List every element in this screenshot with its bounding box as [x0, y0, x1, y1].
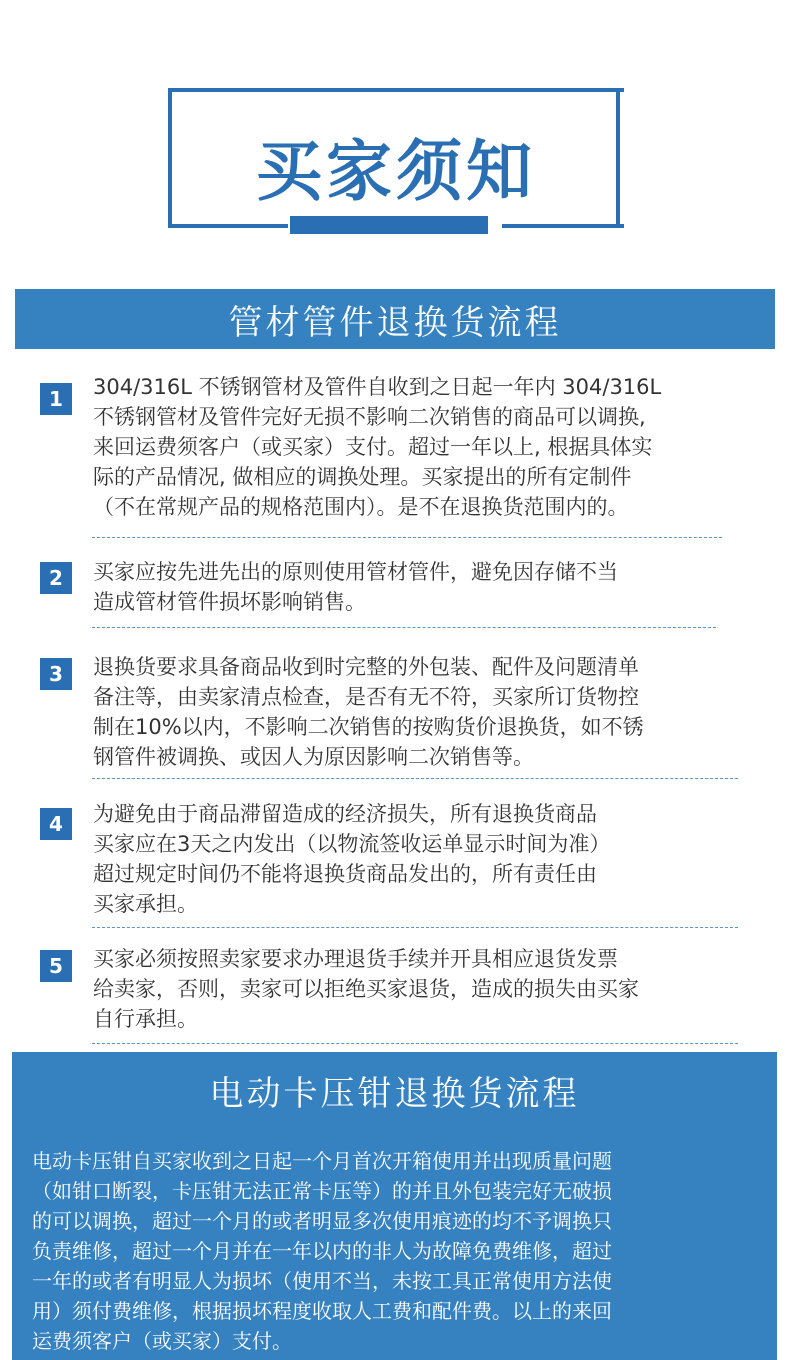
section-header-pipes: 管材管件退换货流程: [15, 289, 775, 349]
page-title: 买家须知: [256, 133, 536, 210]
item-text: 为避免由于商品滞留造成的经济损失，所有退换货商品 买家应在3天之内发出（以物流签收运单显示时间为准） 超过规定时间仍不能将退换货商品发出的，所有责任由 买家承担。: [93, 802, 611, 916]
title-frame-top: [168, 88, 624, 92]
item-number-badge: 5: [40, 950, 72, 982]
title-frame-bottom-left: [168, 224, 288, 228]
title-accent-bar: [290, 216, 488, 234]
divider: [92, 537, 722, 538]
section-header-crimping-tool: 电动卡压钳退换货流程: [209, 1074, 580, 1114]
divider: [92, 627, 716, 628]
item-number-badge: 1: [40, 383, 72, 415]
item-text: 304/316L 不锈钢管材及管件自收到之日起一年内 304/316L 不锈钢管材及管件完好无损不影响二次销售的商品可以调换, 来回运费须客户（或买家）支付。超过一年以上, 根据具体实 际的产品情况, 做相应的调换处理。买家提出的所有定制件 （不在常规产品的规格范围内）。是不在退换货范围内的。: [93, 375, 662, 519]
section-crimping-tool: [12, 1052, 777, 1360]
divider: [92, 778, 738, 779]
divider: [92, 1043, 738, 1044]
item-text: 买家应按先进先出的原则使用管材管件，避免因存储不当 造成管材管件损坏影响销售。: [93, 560, 618, 614]
item-text: 退换货要求具备商品收到时完整的外包装、配件及问题清单 备注等，由卖家清点检查，是否有无不符，买家所订货物控 制在10%以内，不影响二次销售的按购货价退换货，如不锈 钢管件被调换、或因人为原因影响二次销售等。: [93, 655, 644, 769]
title-frame-bottom-right: [502, 224, 624, 228]
item-number-badge: 2: [40, 562, 72, 594]
item-number-badge: 4: [40, 808, 72, 840]
divider: [92, 927, 738, 928]
item-number-badge: 3: [40, 658, 72, 690]
section-body-text: 电动卡压钳自买家收到之日起一个月首次开箱使用并出现质量问题 （如钳口断裂，卡压钳无法正常卡压等）的并且外包装完好无破损 的可以调换，超过一个月的或者明显多次使用痕迹的均不予调换只 负责维修，超过一个月并在一年以内的非人为故障免费维修，超过 一年的或者有明显人为损坏（使用不当，未按工具正常使用方法使 用）须付费维修，根据损坏程度收取人工费和配件费。以上的来回 运费须客户（或买家）支付。: [32, 1149, 612, 1353]
item-text: 买家必须按照卖家要求办理退货手续并开具相应退货发票 给卖家，否则，卖家可以拒绝买家退货，造成的损失由买家 自行承担。: [93, 947, 639, 1031]
